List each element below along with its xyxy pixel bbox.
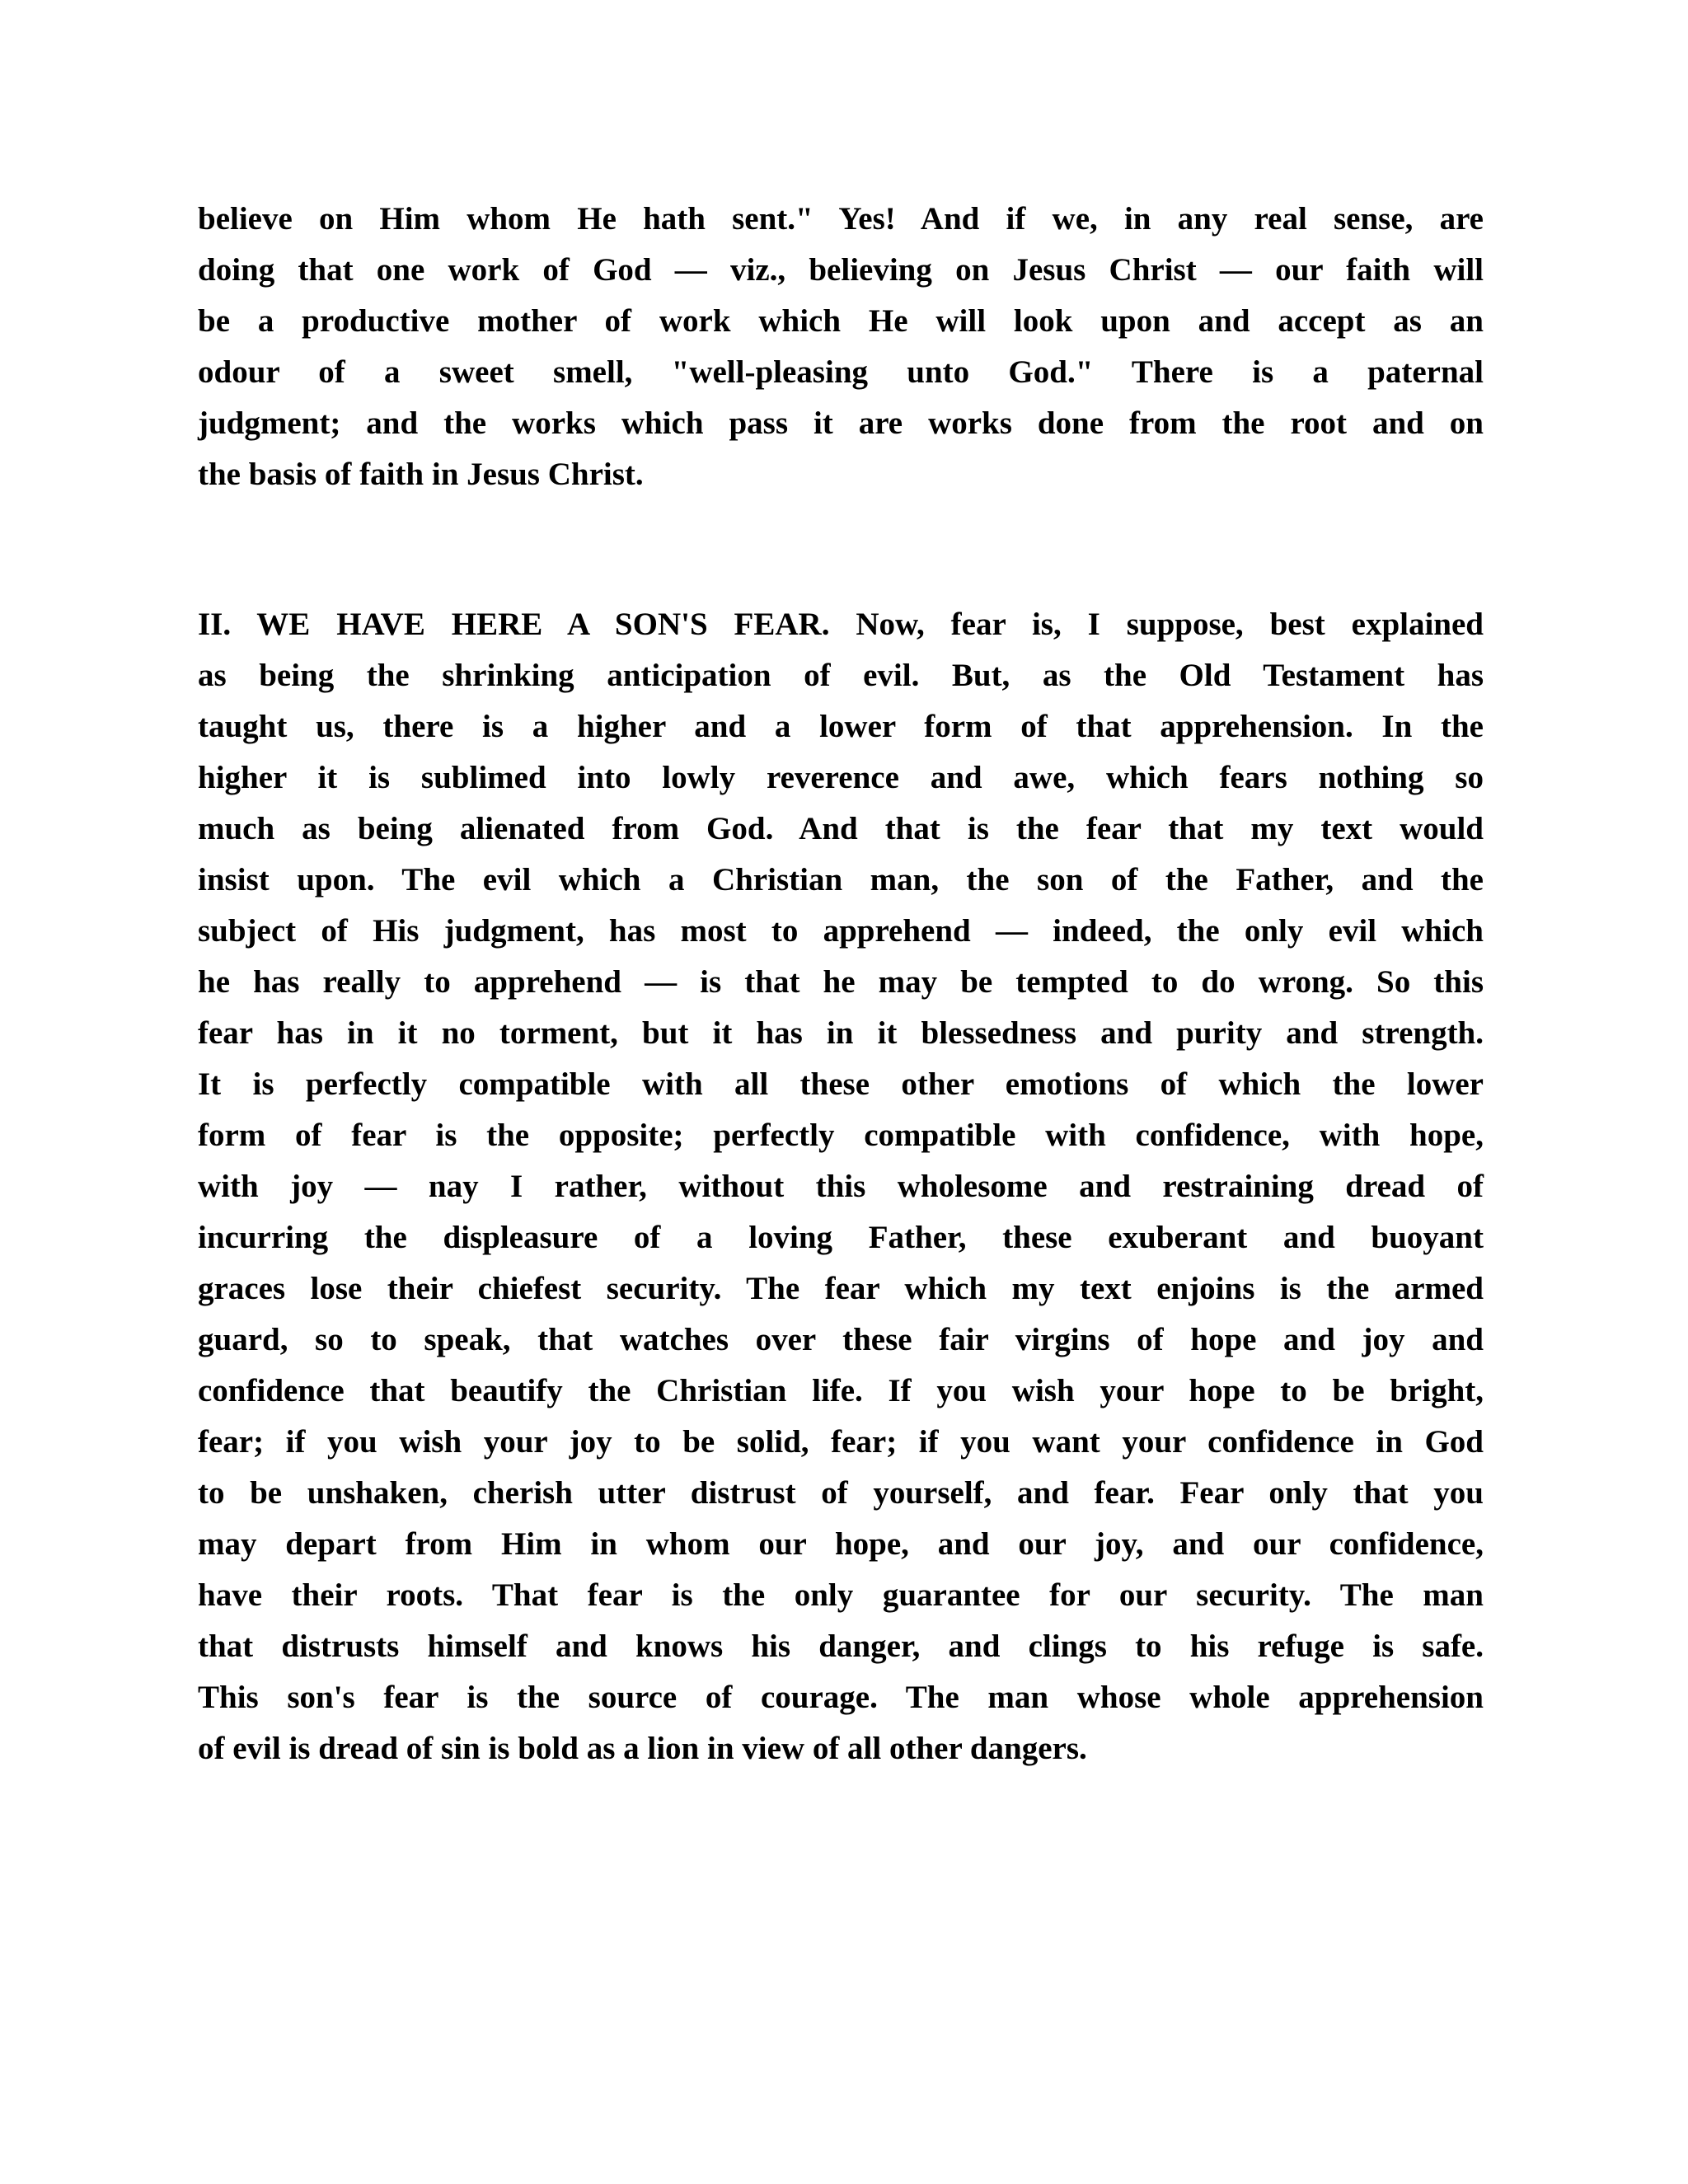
- text-line: that distrusts himself and knows his danger, and clings to his refuge is safe.: [198, 1629, 1484, 1664]
- text-line: fear has in it no torment, but it has in it blessedness and purity and strength.: [198, 1015, 1484, 1051]
- text-line: It is perfectly compatible with all these other emotions of which the lower: [198, 1066, 1484, 1102]
- text-line: taught us, there is a higher and a lower form of that apprehension. In the: [198, 709, 1484, 744]
- paragraph-sons-fear: [198, 599, 1484, 1774]
- text-line: form of fear is the opposite; perfectly compatible with confidence, with hope,: [198, 1118, 1484, 1153]
- text-line: insist upon. The evil which a Christian man, the son of the Father, and the: [198, 862, 1484, 898]
- text-line: as being the shrinking anticipation of evil. But, as the Old Testament has: [198, 658, 1484, 693]
- text-line: have their roots. That fear is the only guarantee for our security. The man: [198, 1577, 1484, 1613]
- text-line: he has really to apprehend — is that he may be tempted to do wrong. So this: [198, 964, 1484, 1000]
- text-line: much as being alienated from God. And that is the fear that my text would: [198, 811, 1484, 846]
- text-line: graces lose their chiefest security. The fear which my text enjoins is the armed: [198, 1271, 1484, 1306]
- text-line: believe on Him whom He hath sent." Yes! And if we, in any real sense, are: [198, 201, 1484, 237]
- text-line: This son's fear is the source of courage. The man whose whole apprehension: [198, 1680, 1484, 1715]
- paragraph-paternal-judgment: [198, 194, 1484, 500]
- text-line: subject of His judgment, has most to apprehend — indeed, the only evil which: [198, 913, 1484, 949]
- text-line: fear; if you wish your joy to be solid, fear; if you want your confidence in God: [198, 1424, 1484, 1460]
- text-line: to be unshaken, cherish utter distrust of yourself, and fear. Fear only that you: [198, 1475, 1484, 1511]
- text-line: odour of a sweet smell, "well-pleasing unto God." There is a paternal: [198, 354, 1484, 390]
- text-line: incurring the displeasure of a loving Father, these exuberant and buoyant: [198, 1220, 1484, 1255]
- text-line: judgment; and the works which pass it are works done from the root and on: [198, 405, 1484, 441]
- text-line: guard, so to speak, that watches over these fair virgins of hope and joy and: [198, 1322, 1484, 1357]
- text-line: of evil is dread of sin is bold as a lion in view of all other dangers.: [198, 1731, 1087, 1766]
- text-line: confidence that beautify the Christian life. If you wish your hope to be bright,: [198, 1373, 1484, 1408]
- text-line: be a productive mother of work which He will look upon and accept as an: [198, 303, 1484, 339]
- text-line: doing that one work of God — viz., believing on Jesus Christ — our faith will: [198, 252, 1484, 288]
- text-line: may depart from Him in whom our hope, and our joy, and our confidence,: [198, 1526, 1484, 1562]
- text-line: higher it is sublimed into lowly reverence and awe, which fears nothing so: [198, 760, 1484, 795]
- text-line: II. WE HAVE HERE A SON'S FEAR. Now, fear is, I suppose, best explained: [198, 607, 1484, 642]
- text-line: with joy — nay I rather, without this wholesome and restraining dread of: [198, 1169, 1484, 1204]
- text-line: the basis of faith in Jesus Christ.: [198, 457, 644, 492]
